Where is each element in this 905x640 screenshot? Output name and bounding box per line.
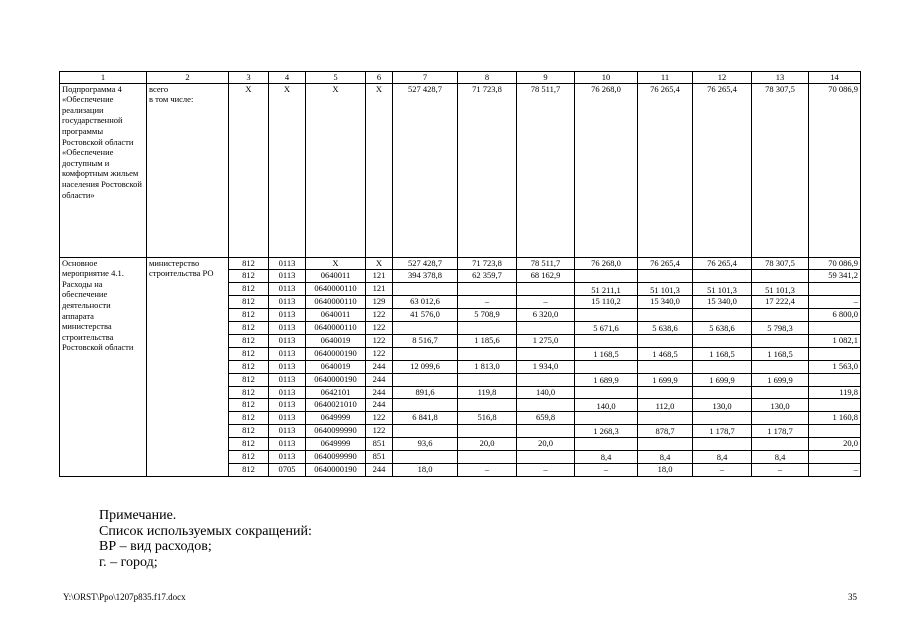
cell-c5: 0640000110 [306,322,366,335]
cell-c3: 812 [229,425,269,438]
cell-v9: 659,8 [517,412,575,425]
abbreviation-vr: ВР – вид расходов; [99,539,212,554]
cell-v11: 1 699,9 [638,373,693,386]
cell-c4: 0113 [269,450,306,463]
cell-c6: 122 [366,322,393,335]
table-row [60,257,861,270]
cell-v14: 20,0 [809,438,861,451]
cell-c4: 0113 [269,257,306,270]
cell-v8: 119,8 [458,386,517,399]
cell-c6: 122 [366,347,393,360]
cell-c3: 812 [229,347,269,360]
column-number-13: 13 [752,72,809,84]
cell-c6: 244 [366,399,393,412]
cell-c4: 0113 [269,347,306,360]
cell-v8 [458,347,517,360]
cell-c4: 0113 [269,322,306,335]
cell-v9: 1 934,0 [517,360,575,373]
cell-c5: 0640099990 [306,450,366,463]
event-name: Основное мероприятие 4.1. Расходы на обеспечение деятельности аппарата министерства строительства Ростовской области [60,257,147,476]
cell-v11: 51 101,3 [638,283,693,296]
cell-v11: 878,7 [638,425,693,438]
column-number-4: 4 [269,72,306,84]
cell-v7: 18,0 [393,463,458,476]
cell-v14 [809,347,861,360]
subprogram-vr: Х [366,83,393,257]
cell-v10 [575,270,638,283]
cell-v7 [393,322,458,335]
subprogram-row [60,83,861,257]
cell-c6: 851 [366,438,393,451]
column-number-6: 6 [366,72,393,84]
cell-c5: 0640000110 [306,283,366,296]
cell-v14 [809,450,861,463]
cell-c6: 244 [366,373,393,386]
cell-v14: 119,8 [809,386,861,399]
cell-c5: 0640000190 [306,373,366,386]
note-title: Примечание. [99,508,177,523]
cell-c5: 0640099990 [306,425,366,438]
cell-v7 [393,347,458,360]
cell-v9: 6 320,0 [517,309,575,322]
cell-c5: 0649999 [306,438,366,451]
cell-c5: 0640011 [306,270,366,283]
cell-v7: 6 841,8 [393,412,458,425]
cell-c3: 812 [229,399,269,412]
cell-v9 [517,425,575,438]
cell-v9 [517,450,575,463]
cell-v8 [458,322,517,335]
cell-c5: 0640019 [306,334,366,347]
cell-v9 [517,373,575,386]
cell-c6: 121 [366,270,393,283]
cell-c3: 812 [229,438,269,451]
cell-v9 [517,399,575,412]
cell-v11 [638,438,693,451]
cell-v7: 12 099,6 [393,360,458,373]
cell-v8: – [458,463,517,476]
cell-c3: 812 [229,296,269,309]
cell-c4: 0113 [269,283,306,296]
cell-v12: 1 168,5 [693,347,752,360]
cell-v13 [752,360,809,373]
cell-v10 [575,412,638,425]
cell-v13: 1 699,9 [752,373,809,386]
cell-v13: 5 798,3 [752,322,809,335]
cell-c3: 812 [229,412,269,425]
cell-v8: 20,0 [458,438,517,451]
cell-v12 [693,334,752,347]
cell-v9: 140,0 [517,386,575,399]
cell-c5: 0649999 [306,412,366,425]
cell-c3: 812 [229,334,269,347]
cell-v7 [393,425,458,438]
cell-v9: 20,0 [517,438,575,451]
cell-v14: 70 086,9 [809,257,861,270]
cell-c3: 812 [229,386,269,399]
cell-v9: – [517,296,575,309]
cell-v11: 8,4 [638,450,693,463]
cell-v11: 5 638,6 [638,322,693,335]
cell-v9 [517,347,575,360]
cell-v8: 516,8 [458,412,517,425]
cell-v14 [809,399,861,412]
subprogram-desc: всего в том числе: [147,83,229,257]
cell-v14 [809,373,861,386]
subprogram-value-13: 78 307,5 [752,83,809,257]
cell-c4: 0113 [269,270,306,283]
column-number-5: 5 [306,72,366,84]
cell-v12 [693,438,752,451]
cell-c5: 0640000110 [306,296,366,309]
cell-v8: 71 723,8 [458,257,517,270]
cell-v9: 1 275,0 [517,334,575,347]
cell-c5: 0640011 [306,309,366,322]
cell-v8 [458,373,517,386]
subprogram-value-12: 76 265,4 [693,83,752,257]
cell-v11: 18,0 [638,463,693,476]
cell-c6: 851 [366,450,393,463]
cell-v13: 130,0 [752,399,809,412]
cell-c3: 812 [229,322,269,335]
cell-v10: 76 268,0 [575,257,638,270]
cell-v10 [575,386,638,399]
cell-v9 [517,283,575,296]
cell-v7: 394 378,8 [393,270,458,283]
cell-c4: 0113 [269,334,306,347]
cell-v13 [752,309,809,322]
cell-v8: 1 185,6 [458,334,517,347]
abbreviation-city: г. – город; [99,554,158,570]
cell-c4: 0113 [269,438,306,451]
cell-v14 [809,322,861,335]
cell-v14: – [809,296,861,309]
cell-v10: 5 671,6 [575,322,638,335]
cell-v7: 891,6 [393,386,458,399]
cell-v8: 5 708,9 [458,309,517,322]
cell-v7 [393,283,458,296]
cell-v11 [638,386,693,399]
cell-c6: 121 [366,283,393,296]
cell-v7 [393,373,458,386]
cell-c3: 812 [229,360,269,373]
abbreviations-heading: Список используемых сокращений: [99,523,312,539]
cell-v8 [458,283,517,296]
cell-c3: 812 [229,450,269,463]
cell-v10: 15 110,2 [575,296,638,309]
cell-c6: Х [366,257,393,270]
cell-c4: 0113 [269,373,306,386]
cell-v11: 15 340,0 [638,296,693,309]
cell-v10 [575,438,638,451]
cell-v12 [693,386,752,399]
cell-v7: 41 576,0 [393,309,458,322]
column-number-1: 1 [60,72,147,84]
cell-v12 [693,412,752,425]
cell-v14: 1 160,8 [809,412,861,425]
cell-v8: – [458,296,517,309]
cell-v12: – [693,463,752,476]
cell-v13: 51 101,3 [752,283,809,296]
cell-v10: 1 168,5 [575,347,638,360]
cell-v13 [752,386,809,399]
cell-v11 [638,360,693,373]
cell-c4: 0113 [269,399,306,412]
cell-v14 [809,283,861,296]
budget-table [59,71,861,477]
cell-c4: 0113 [269,425,306,438]
cell-c3: 812 [229,257,269,270]
cell-v11: 112,0 [638,399,693,412]
cell-v10 [575,360,638,373]
subprogram-name: Подпрограмма 4 «Обеспечение реализации государственной программы Ростовской области «Обеспечение доступным и комфортным жильем населения Ростовской области» [60,83,147,257]
cell-c5: 0640000190 [306,347,366,360]
cell-v14 [809,425,861,438]
cell-c6: 122 [366,334,393,347]
cell-v12: 15 340,0 [693,296,752,309]
cell-v8 [458,450,517,463]
cell-v10: 1 689,9 [575,373,638,386]
cell-v11 [638,270,693,283]
cell-v8 [458,425,517,438]
cell-c4: 0113 [269,360,306,373]
cell-v13 [752,334,809,347]
subprogram-value-10: 76 268,0 [575,83,638,257]
cell-v11 [638,334,693,347]
cell-v13: 1 178,7 [752,425,809,438]
subprogram-value-14: 70 086,9 [809,83,861,257]
cell-v14: 1 563,0 [809,360,861,373]
column-number-11: 11 [638,72,693,84]
cell-v11 [638,412,693,425]
cell-v7: 93,6 [393,438,458,451]
cell-v13 [752,412,809,425]
notes-block [99,508,312,570]
cell-v12 [693,309,752,322]
column-number-2: 2 [147,72,229,84]
cell-c5: 0640000190 [306,463,366,476]
cell-v8 [458,399,517,412]
cell-c5: 0642101 [306,386,366,399]
cell-c5: 0640019 [306,360,366,373]
cell-v13 [752,438,809,451]
cell-v7: 527 428,7 [393,257,458,270]
cell-v11 [638,309,693,322]
cell-c6: 244 [366,360,393,373]
cell-v9: 78 511,7 [517,257,575,270]
cell-v9: – [517,463,575,476]
cell-c4: 0113 [269,296,306,309]
cell-v12: 76 265,4 [693,257,752,270]
subprogram-rzpr: Х [269,83,306,257]
cell-v12: 130,0 [693,399,752,412]
cell-v12: 5 638,6 [693,322,752,335]
subprogram-grbs: Х [229,83,269,257]
cell-v11: 1 468,5 [638,347,693,360]
cell-c4: 0113 [269,386,306,399]
cell-c6: 122 [366,309,393,322]
cell-c3: 812 [229,309,269,322]
cell-v10: 140,0 [575,399,638,412]
column-number-7: 7 [393,72,458,84]
cell-c3: 812 [229,270,269,283]
cell-v7 [393,399,458,412]
cell-v12: 8,4 [693,450,752,463]
cell-v13: – [752,463,809,476]
event-executor: министерство строительства РО [147,257,229,476]
cell-v14: 6 800,0 [809,309,861,322]
document-path: Y:\ORST\Ppo\1207p835.f17.docx [63,592,186,602]
cell-v12 [693,270,752,283]
column-number-14: 14 [809,72,861,84]
cell-v12: 1 178,7 [693,425,752,438]
cell-c3: 812 [229,373,269,386]
cell-c6: 244 [366,386,393,399]
subprogram-value-9: 78 511,7 [517,83,575,257]
cell-v10: 1 268,3 [575,425,638,438]
cell-c4: 0113 [269,309,306,322]
cell-v7 [393,450,458,463]
cell-c6: 244 [366,463,393,476]
cell-v7: 8 516,7 [393,334,458,347]
cell-v13: 78 307,5 [752,257,809,270]
subprogram-csr: Х [306,83,366,257]
cell-c5: 0640021010 [306,399,366,412]
page-number: 35 [848,592,857,602]
cell-v14: – [809,463,861,476]
cell-v13: 1 168,5 [752,347,809,360]
cell-v10 [575,334,638,347]
cell-v13: 17 222,4 [752,296,809,309]
column-number-10: 10 [575,72,638,84]
cell-v14: 1 082,1 [809,334,861,347]
cell-v9 [517,322,575,335]
cell-v14: 59 341,2 [809,270,861,283]
column-number-3: 3 [229,72,269,84]
cell-c4: 0705 [269,463,306,476]
cell-v12: 51 101,3 [693,283,752,296]
column-number-row [60,72,861,84]
cell-v8: 1 813,0 [458,360,517,373]
cell-v10: 51 211,1 [575,283,638,296]
cell-v10: 8,4 [575,450,638,463]
column-number-9: 9 [517,72,575,84]
subprogram-value-7: 527 428,7 [393,83,458,257]
column-number-8: 8 [458,72,517,84]
cell-c5: Х [306,257,366,270]
cell-v11: 76 265,4 [638,257,693,270]
column-number-12: 12 [693,72,752,84]
cell-v10: – [575,463,638,476]
cell-v7: 63 012,6 [393,296,458,309]
cell-c6: 122 [366,412,393,425]
cell-v13: 8,4 [752,450,809,463]
cell-c4: 0113 [269,412,306,425]
cell-v13 [752,270,809,283]
cell-v10 [575,309,638,322]
cell-c3: 812 [229,463,269,476]
cell-c3: 812 [229,283,269,296]
cell-c6: 129 [366,296,393,309]
cell-v12: 1 699,9 [693,373,752,386]
cell-v9: 68 162,9 [517,270,575,283]
subprogram-value-11: 76 265,4 [638,83,693,257]
cell-v12 [693,360,752,373]
cell-c6: 122 [366,425,393,438]
cell-v8: 62 359,7 [458,270,517,283]
subprogram-value-8: 71 723,8 [458,83,517,257]
